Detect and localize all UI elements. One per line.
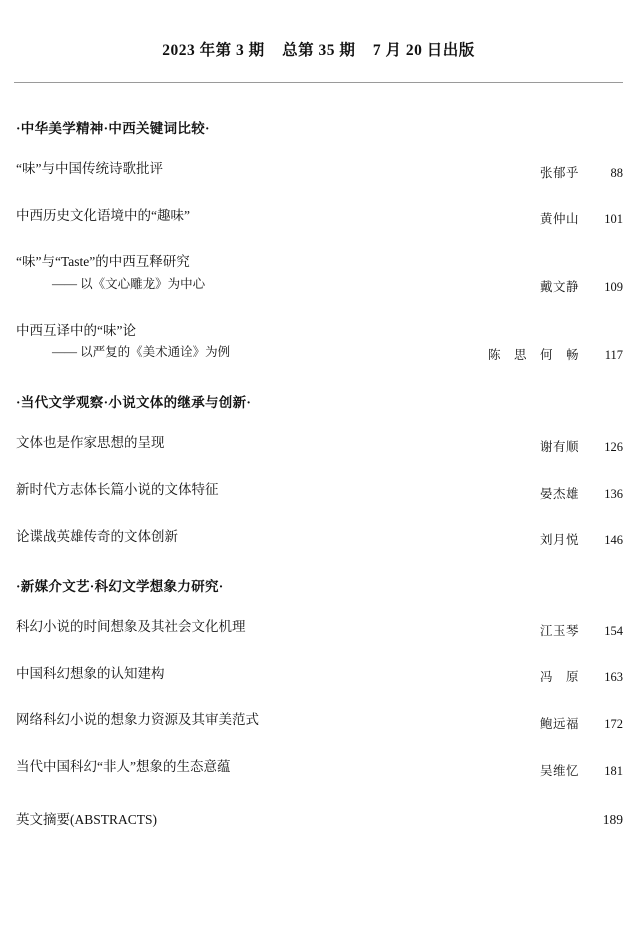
toc-entry-meta: [488, 345, 623, 364]
toc-entry-title: 中西历史文化语境中的“趣味”: [16, 207, 190, 223]
toc-entry-title: 中西互译中的“味”论: [16, 322, 136, 338]
toc-entry-page: 181: [604, 763, 623, 778]
masthead-text: 2023 年第 3 期 总第 35 期 7 月 20 日出版: [162, 42, 475, 59]
toc-entry-authors: 刘月悦: [539, 533, 579, 548]
toc-entry[interactable]: [14, 513, 623, 560]
abstracts-page: 189: [602, 811, 623, 827]
toc-entry-authors: 戴文静: [539, 279, 579, 294]
toc-entry-abstracts[interactable]: [14, 790, 623, 828]
toc-entry-page: 88: [610, 165, 623, 180]
toc-entry[interactable]: [14, 696, 623, 743]
section-heading: ·新媒介文艺·科幻文学想象力研究·: [16, 579, 224, 595]
toc-entry-authors: 张郁乎: [539, 165, 579, 180]
toc-entry[interactable]: [14, 650, 623, 697]
toc-entry-authors: 冯 原: [539, 670, 579, 685]
toc-entry[interactable]: [14, 192, 623, 239]
toc-entry-meta: [523, 277, 623, 296]
toc-entry-meta: [523, 209, 623, 227]
toc-entry[interactable]: [14, 307, 623, 376]
toc-entry-meta: [523, 163, 623, 181]
toc-entry-page: 154: [604, 623, 623, 638]
toc-entry-meta: [523, 667, 623, 685]
toc-entry-meta: [523, 761, 623, 779]
toc-entry-subtitle: —— 以严复的《美术通诠》为例: [52, 345, 231, 360]
toc-entry-meta: [523, 714, 623, 732]
toc-entry-page: 117: [604, 348, 623, 363]
abstracts-title: 英文摘要(ABSTRACTS): [16, 811, 158, 827]
toc-entry[interactable]: [14, 466, 623, 513]
toc-entry-page: 172: [604, 717, 623, 731]
toc-entry-title: 网络科幻小说的想象力资源及其审美范式: [16, 712, 259, 728]
toc-entry[interactable]: [14, 603, 623, 650]
toc-entry-page: 126: [604, 439, 623, 454]
toc-entry-title: 文体也是作家思想的呈现: [16, 435, 165, 451]
toc-entry-title: 科幻小说的时间想象及其社会文化机理: [16, 619, 246, 635]
toc-entry-page: 101: [604, 212, 623, 227]
toc-entry-subtitle: —— 以《文心雕龙》为中心: [52, 276, 206, 291]
toc-entry-authors: 谢有顺: [539, 439, 579, 454]
masthead: [14, 0, 623, 60]
toc-entry-title: 论谍战英雄传奇的文体创新: [16, 528, 178, 544]
toc-entry[interactable]: [14, 145, 623, 192]
toc-entry-title: 新时代方志体长篇小说的文体特征: [16, 481, 219, 497]
toc-entry-title: “味”与“Taste”的中西互释研究: [16, 254, 190, 270]
toc-entry[interactable]: [14, 743, 623, 790]
toc-entry-authors: 黄仲山: [539, 212, 579, 227]
toc-entry-authors: 吴维忆: [539, 763, 579, 778]
toc-entry-authors: 晏杰雄: [539, 486, 579, 501]
toc-entry[interactable]: [14, 238, 623, 307]
toc-entry-title: 当代中国科幻“非人”想象的生态意蕴: [16, 759, 231, 774]
section-heading: ·中华美学精神·中西关键词比较·: [16, 121, 210, 136]
header-divider: [14, 82, 623, 83]
toc-entry-page: 109: [604, 279, 623, 294]
toc-entry-authors: 陈 思 何 畅: [487, 348, 579, 363]
toc-entry-title: “味”与中国传统诗歌批评: [16, 161, 163, 176]
toc-entry-page: 163: [604, 670, 623, 685]
toc-entry-meta: [523, 437, 623, 455]
toc-entry-title: 中国科幻想象的认知建构: [16, 665, 165, 681]
toc-entry[interactable]: [14, 419, 623, 466]
section-heading: ·当代文学观察·小说文体的继承与创新·: [16, 395, 252, 411]
toc-entry-authors: 鲍远福: [539, 717, 579, 731]
toc-entry-page: 146: [604, 533, 623, 548]
toc-entry-page: 136: [604, 486, 623, 501]
toc-entry-meta: [523, 621, 623, 639]
toc-entry-meta: [523, 484, 623, 502]
table-of-contents: [14, 117, 623, 828]
toc-entry-authors: 江玉琴: [539, 623, 579, 638]
toc-entry-meta: [523, 530, 623, 548]
